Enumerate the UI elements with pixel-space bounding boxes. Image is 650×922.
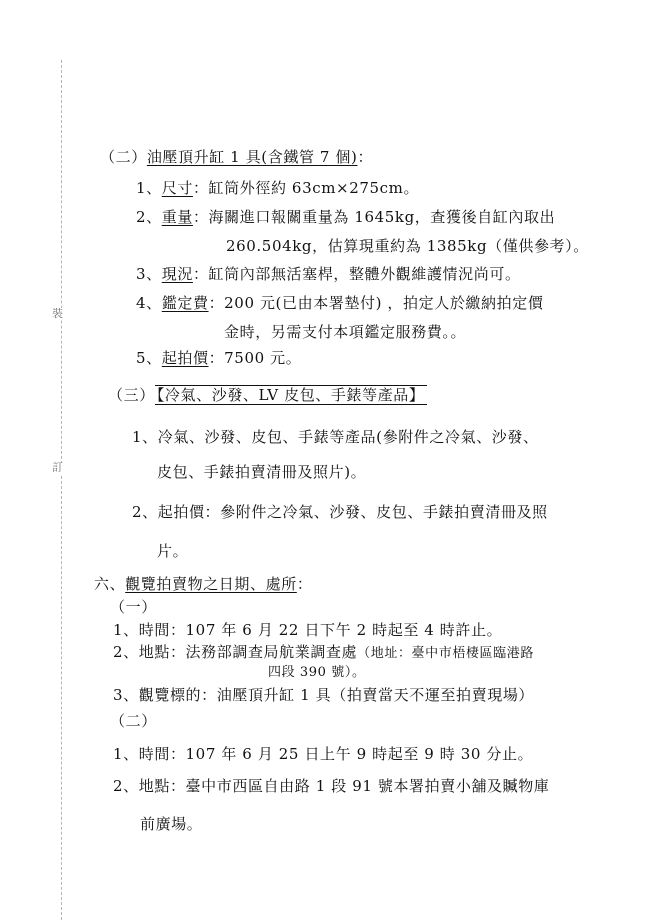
item-label: 重量 bbox=[161, 208, 193, 226]
section-2-item-1 bbox=[136, 178, 419, 198]
item-label: 尺寸 bbox=[161, 179, 193, 197]
section-2-title: 油壓頂升缸 1 具(含鐵管 7 個) bbox=[146, 148, 358, 166]
section-6-colon: ： bbox=[296, 575, 313, 593]
item-label: 現況 bbox=[161, 265, 193, 283]
section-6-title: 觀覽拍賣物之日期、處所 bbox=[125, 575, 297, 593]
item-label: 起拍價 bbox=[161, 349, 209, 367]
item-text: ：7500 元。 bbox=[208, 349, 302, 367]
place-text: 2、地點：法務部調查局航業調查處 bbox=[113, 643, 358, 661]
section-3-item-2: 2、起拍價：參附件之冷氣、沙發、皮包、手錶拍賣清冊及照 bbox=[132, 503, 548, 521]
item-number: 3、 bbox=[136, 265, 162, 283]
section-2-item-3 bbox=[136, 264, 521, 284]
item-label: 鑑定費 bbox=[161, 294, 209, 312]
item-number: 4、 bbox=[136, 294, 162, 312]
item-text: ：海關進口報關重量為 1645kg，查獲後自缸內取出 bbox=[192, 208, 556, 226]
section-3-title: 【冷氣、沙發、LV 皮包、手錶等產品】 bbox=[156, 386, 425, 404]
place-address: （地址：臺中市梧棲區臨港路 bbox=[357, 646, 534, 661]
subsection-2-time: 1、時間：107 年 6 月 25 日上午 9 時起至 9 時 30 分止。 bbox=[113, 745, 534, 763]
section-6-number: 六、 bbox=[94, 575, 126, 593]
section-6-heading bbox=[94, 574, 312, 594]
subsection-1-address-continued: 四段 390 號）。 bbox=[268, 665, 366, 680]
binding-label-top: 裝 bbox=[52, 307, 63, 320]
item-number: 5、 bbox=[136, 349, 162, 367]
subsection-1-heading: （一） bbox=[110, 598, 157, 616]
section-2-colon: ： bbox=[357, 148, 374, 166]
subsection-2-heading: （二） bbox=[110, 712, 157, 730]
section-2-number: （二） bbox=[100, 148, 147, 166]
subsection-1-time: 1、時間：107 年 6 月 22 日下午 2 時起至 4 時許止。 bbox=[113, 621, 503, 639]
section-3-item-1: 1、冷氣、沙發、皮包、手錶等產品(參附件之冷氣、沙發、 bbox=[132, 428, 539, 446]
subsection-2-place-continued: 前廣場。 bbox=[140, 815, 203, 833]
binding-label-bottom: 訂 bbox=[52, 461, 63, 474]
section-2-item-5 bbox=[136, 348, 301, 368]
subsection-1-place bbox=[113, 642, 534, 664]
section-2-item-2-continued: 260.504kg，估算現重約為 1385kg（僅供參考）。 bbox=[226, 237, 589, 255]
section-2-item-2 bbox=[136, 207, 555, 227]
section-3-item-1-continued: 皮包、手錶拍賣清冊及照片)。 bbox=[157, 463, 367, 481]
subsection-2-place: 2、地點：臺中市西區自由路 1 段 91 號本署拍賣小舖及贓物庫 bbox=[113, 777, 550, 795]
item-number: 1、 bbox=[136, 179, 162, 197]
item-text: ：缸筒內部無活塞桿，整體外觀維護情況尚可。 bbox=[192, 265, 521, 283]
section-2-item-4 bbox=[136, 293, 543, 313]
binding-line bbox=[61, 60, 62, 920]
section-2-heading bbox=[100, 147, 373, 167]
section-3-heading bbox=[108, 385, 427, 405]
item-number: 2、 bbox=[136, 208, 162, 226]
section-3-item-2-continued: 片。 bbox=[157, 542, 189, 560]
item-text: ：缸筒外徑約 63cm×275cm。 bbox=[192, 179, 420, 197]
item-text: ：200 元(已由本署墊付) ，拍定人於繳納拍定價 bbox=[208, 294, 544, 312]
section-2-item-4-continued: 金時，另需支付本項鑑定服務費。。 bbox=[224, 323, 467, 341]
section-3-number: （三） bbox=[108, 386, 155, 404]
subsection-1-target: 3、觀覽標的：油壓頂升缸 1 具（拍賣當天不運至拍賣現場） bbox=[113, 686, 535, 704]
